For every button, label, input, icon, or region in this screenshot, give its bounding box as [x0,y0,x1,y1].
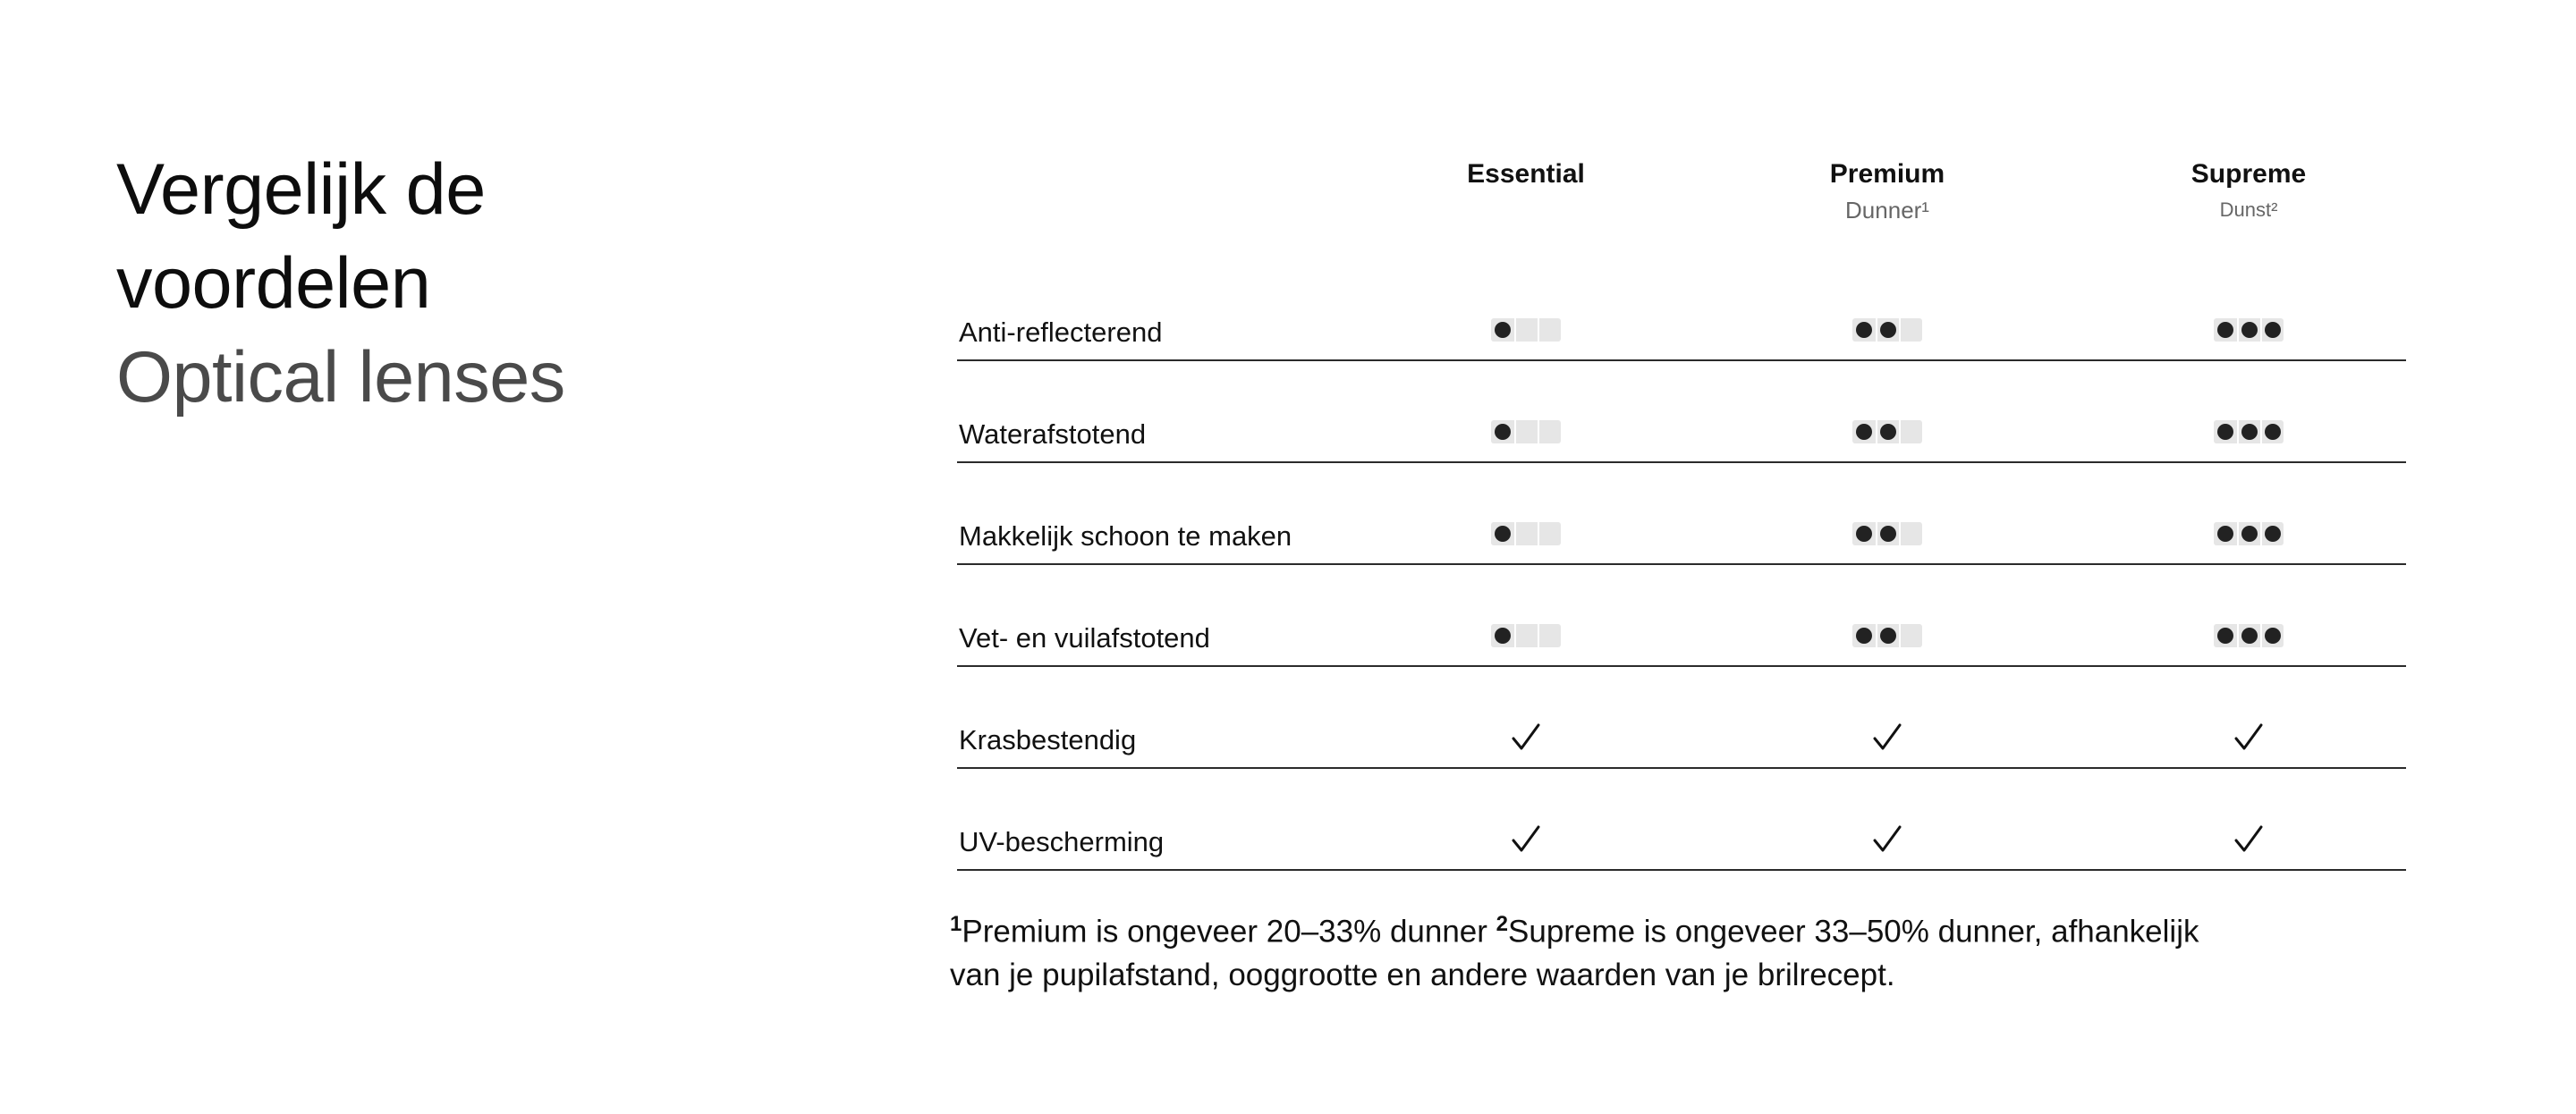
rating-dot-filled [2237,522,2260,545]
tier-note: Dunner¹ [1845,197,1929,224]
page-subtitle: Optical lenses [116,337,565,418]
rating-dot-filled [2237,624,2260,647]
dot-icon [2241,628,2258,644]
column-header-supreme [2114,152,2383,224]
dot-icon [2265,526,2281,542]
column-header-premium [1753,152,2021,224]
row-label: Makkelijk schoon te maken [959,520,1292,552]
page-title-line2: voordelen [116,243,431,324]
table-row [957,769,2406,871]
rating-dot-filled [1491,318,1514,342]
column-header-essential [1392,152,1660,197]
page-title [116,143,742,331]
dot-icon [2265,424,2281,440]
checkmark-icon [1510,722,1542,754]
cell-premium [1753,417,2021,447]
rating-indicator [1852,522,1922,545]
column-headers [957,152,2406,268]
tier-name: Essential [1467,159,1585,189]
rating-dot-filled [1491,522,1514,545]
cell-premium [1753,722,2021,753]
dot-icon [2241,424,2258,440]
row-label: Vet- en vuilafstotend [959,622,1210,654]
rating-dot-empty [1514,318,1538,342]
cell-essential [1392,315,1660,345]
rating-dot-filled [2214,420,2237,443]
rating-dot-filled [1491,420,1514,443]
rating-indicator [1491,522,1561,545]
rating-dot-filled [1491,624,1514,647]
table-row [957,667,2406,769]
rating-dot-empty [1538,624,1561,647]
rating-dot-empty [1899,522,1922,545]
cell-supreme [2114,519,2383,549]
rating-dot-empty [1899,318,1922,342]
dot-icon [1880,322,1896,338]
rating-indicator [1491,624,1561,647]
page-title-line1: Vergelijk de [116,149,486,230]
table-row [957,463,2406,565]
rating-dot-filled [2214,318,2237,342]
dot-icon [1880,628,1896,644]
dot-icon [2265,628,2281,644]
dot-icon [2217,526,2233,542]
row-label: Waterafstotend [959,418,1147,450]
row-label: UV-bescherming [959,826,1165,857]
rating-dot-filled [2237,420,2260,443]
dot-icon [1495,628,1511,644]
dot-icon [2241,526,2258,542]
rating-dot-empty [1514,522,1538,545]
cell-essential [1392,417,1660,447]
rating-dot-filled [1852,624,1876,647]
rating-indicator [2214,318,2284,342]
rating-indicator [1852,318,1922,342]
tier-name: Supreme [2190,159,2307,189]
cell-supreme [2114,620,2383,651]
dot-icon [1495,322,1511,338]
tier-name: Premium [1829,159,1945,189]
comparison-table [957,152,2406,871]
dot-icon [1880,526,1896,542]
rating-dot-empty [1538,318,1561,342]
checkmark-icon [2233,722,2265,754]
checkmark-icon [1871,823,1903,856]
dot-icon [2217,322,2233,338]
footnote [950,903,2292,997]
cell-supreme [2114,824,2383,855]
rating-dot-filled [2214,522,2237,545]
rating-dot-filled [2260,624,2284,647]
footnote-text-3: van je pupilafstand, ooggrootte en andere waarden van je brilrecept. [950,957,1895,992]
row-label: Anti-reflecterend [959,316,1163,348]
checkmark-icon [1871,722,1903,754]
table-body [957,268,2406,871]
checkmark-icon [1510,823,1542,856]
cell-essential [1392,519,1660,549]
cell-supreme [2114,722,2383,753]
rating-dot-filled [2214,624,2237,647]
rating-dot-filled [1876,522,1899,545]
cell-essential [1392,620,1660,651]
rating-indicator [2214,624,2284,647]
cell-premium [1753,519,2021,549]
rating-dot-empty [1514,420,1538,443]
cell-supreme [2114,417,2383,447]
rating-indicator [1852,624,1922,647]
footnote-text-2: Supreme is ongeveer 33–50% dunner, afhankelijk [1508,914,2199,949]
table-row [957,361,2406,463]
dot-icon [1495,424,1511,440]
dot-icon [1856,628,1872,644]
table-row [957,565,2406,667]
cell-premium [1753,620,2021,651]
rating-indicator [2214,420,2284,443]
rating-dot-filled [1852,522,1876,545]
cell-premium [1753,824,2021,855]
dot-icon [1880,424,1896,440]
checkmark-icon [2233,823,2265,856]
dot-icon [2217,628,2233,644]
dot-icon [1856,526,1872,542]
rating-dot-empty [1538,522,1561,545]
rating-dot-filled [2260,318,2284,342]
dot-icon [2241,322,2258,338]
rating-dot-filled [1876,624,1899,647]
dot-icon [2217,424,2233,440]
rating-dot-filled [1876,420,1899,443]
footnote-text-1: Premium is ongeveer 20–33% dunner [962,914,1496,949]
cell-supreme [2114,315,2383,345]
table-row [957,268,2406,361]
rating-indicator [2214,522,2284,545]
rating-dot-filled [2237,318,2260,342]
rating-dot-empty [1899,624,1922,647]
dot-icon [2265,322,2281,338]
rating-dot-empty [1899,420,1922,443]
rating-indicator [1491,420,1561,443]
cell-essential [1392,722,1660,753]
dot-icon [1856,322,1872,338]
rating-dot-filled [2260,522,2284,545]
dot-icon [1856,424,1872,440]
row-label: Krasbestendig [959,724,1137,755]
rating-indicator [1491,318,1561,342]
rating-dot-filled [1876,318,1899,342]
rating-dot-filled [1852,318,1876,342]
rating-dot-filled [1852,420,1876,443]
rating-dot-filled [2260,420,2284,443]
tier-note: Dunst² [2219,198,2278,221]
page-heading [116,143,742,425]
rating-indicator [1852,420,1922,443]
dot-icon [1495,526,1511,542]
footnote-marker-1: 1 [950,912,962,936]
cell-premium [1753,315,2021,345]
rating-dot-empty [1514,624,1538,647]
cell-essential [1392,824,1660,855]
footnote-marker-2: 2 [1496,912,1509,936]
rating-dot-empty [1538,420,1561,443]
